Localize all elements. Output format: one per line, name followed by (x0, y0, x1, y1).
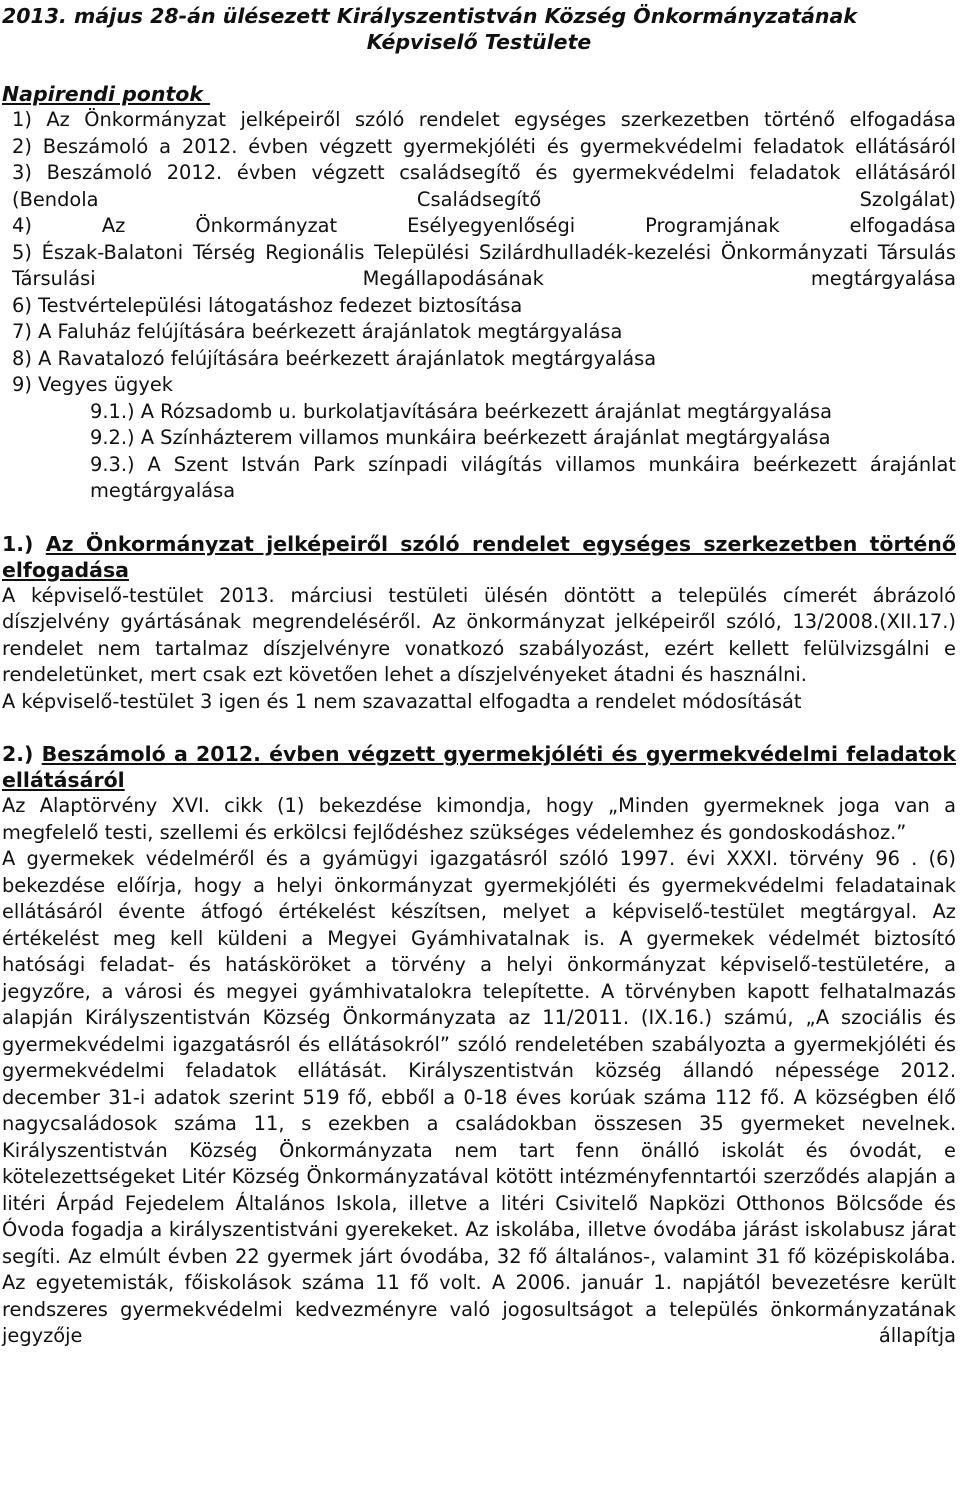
agenda-item (2, 346, 956, 373)
agenda-item-number: 2) (12, 134, 32, 158)
agenda-item (2, 107, 956, 134)
agenda-item (2, 213, 956, 240)
agenda-subitem-number: 9.2.) (90, 426, 135, 449)
agenda-item-text: Testvértelepülési látogatáshoz fedezet biztosítása (38, 293, 523, 317)
agenda-item-number: 9) (12, 373, 32, 396)
agenda-item-text: Beszámoló a 2012. évben végzett gyermekjóléti és gyermekvédelmi feladatok ellátásáról (42, 134, 956, 158)
section-2-number: 2.) (2, 742, 34, 766)
agenda-item (2, 134, 956, 161)
agenda-item-text: Vegyes ügyek (38, 373, 173, 396)
section-1-heading (2, 531, 956, 583)
agenda-subitem-text: A Rózsadomb u. burkolatjavítására beérkezett árajánlat megtárgyalása (140, 399, 833, 423)
agenda-item-number: 4) (12, 214, 32, 237)
agenda-subitem (2, 425, 956, 452)
agenda-item-text: Beszámoló 2012. évben végzett családsegítő és gyermekvédelmi feladatok ellátásáról (Bendola Családsegítő Szolgálat) (12, 161, 956, 211)
agenda-item (2, 240, 956, 293)
agenda-item (2, 319, 956, 346)
section-1-resolution: A képviselő-testület 3 igen és 1 nem szavazattal elfogadta a rendelet módosítását (2, 689, 802, 713)
agenda-item-number: 5) (12, 240, 32, 264)
agenda-item (2, 293, 956, 320)
agenda-item-number: 1) (12, 108, 32, 131)
agenda-item-number: 3) (12, 161, 32, 184)
agenda-subitem (2, 452, 956, 505)
agenda-item-number: 8) (12, 346, 32, 370)
document-page (2, 0, 956, 1350)
agenda-list (2, 107, 956, 505)
document-title (2, 3, 956, 55)
agenda-item (2, 372, 956, 399)
agenda-item-number: 7) (12, 320, 32, 343)
agenda-item-text: Észak-Balatoni Térség Regionális Települési Szilárdhulladék-kezelési Önkormányzati Társulás Társulási Megállapodásának megtárgyalása (12, 240, 956, 290)
title-line-2: Képviselő Testülete (366, 30, 592, 54)
agenda-subitem-number: 9.3.) (90, 452, 135, 476)
agenda-item-text: Az Önkormányzat Esélyegyenlőségi Programjának elfogadása (101, 214, 956, 237)
section-1-number: 1.) (2, 531, 34, 556)
section-2-title: Beszámoló a 2012. évben végzett gyermekjóléti és gyermekvédelmi feladatok ellátásáról (2, 742, 956, 792)
agenda-heading: Napirendi pontok (2, 82, 211, 106)
agenda-item-text: A Faluház felújítására beérkezett árajánlatok megtárgyalása (38, 320, 623, 343)
agenda-subitem-text: A Színházterem villamos munkáira beérkezett árajánlat megtárgyalása (140, 426, 831, 449)
agenda-item-text: Az Önkormányzat jelképeiről szóló rendelet egységes szerkezetben történő elfogadása (46, 108, 956, 131)
agenda-item-text: A Ravatalozó felújítására beérkezett árajánlatok megtárgyalása (38, 346, 657, 370)
section-2-paragraph-2: A gyermekek védelméről és a gyámügyi igazgatásról szóló 1997. évi XXXI. törvény 96 . (6) bekezdése előírja, hogy a helyi önkormányzat gyermekjóléti és gyermekvédelmi feladatainak ellátásáról évente átfogó értékelést készítsen, melyet a képviselő-testület megtárgyal. Az értékelést meg kell küldeni a Megyei Gyámhivatalnak is. A gyermekek védelmét biztosító hatósági feladat- és hatásköröket a törvény a helyi önkormányzat képviselő-testületére, a jegyzőre, a városi és megyei gyámhivatalokra telepítette. A törvényben kapott felhatalmazás alapján Királyszentistván Község Önkormányzata az 11/2011. (IX.16.) számú, „A szociális és gyermekvédelmi igazgatásról és ellátásokról” szóló rendeletében szabályozta a gyermekjóléti és gyermekvédelmi feladatok ellátását. Királyszentistván község állandó népessége 2012. december 31-i adatok szerint 519 fő, ebből a 0-18 éves korúak száma 112 fő. A községben élő nagycsaládosok száma 11, s ezekben a családokban összesen 35 gyermeket nevelnek. Királyszentistván Község Önkormányzata nem tart fenn önálló iskolát és óvodát, e kötelezettségeket Litér Község Önkormányzatával kötött intézményfenntartói szerződés alapján a litéri Árpád Fejedelem Általános Iskola, illetve a litéri Csivitelő Napközi Otthonos Bölcsőde és Óvoda fogadja a királyszentistváni gyerekeket. Az iskolába, illetve óvodába járást iskolabusz járat segíti. Az elmúlt évben 22 gyermek járt óvodába, 32 fő általános-, valamint 31 fő középiskolába. Az egyetemisták, főiskolások száma 11 fő volt. A 2006. január 1. napjától bevezetésre került rendszeres gyermekvédelmi kedvezményre való jogosultságot a település önkormányzatának jegyzője állapítja (2, 847, 956, 1347)
section-1-paragraph: A képviselő-testület 2013. márciusi testületi ülésén döntött a település címerét ábrázoló díszjelvény gyártásának megrendeléséről. Az önkormányzat jelképeiről szóló, 13/2008.(XII.17.) rendelet nem tartalmaz díszjelvényre vonatkozó szabályozást, ezért kellett felülvizsgálni e rendeletünket, mert csak ezt követően lehet a díszjelvényeket átadni és használni. (2, 583, 956, 686)
agenda-item (2, 160, 956, 213)
agenda-subitem-text: A Szent István Park színpadi világítás villamos munkáira beérkezett árajánlat megtárgyalása (90, 452, 956, 502)
section-2-paragraph-1: Az Alaptörvény XVI. cikk (1) bekezdése kimondja, hogy „Minden gyermeknek joga van a megfelelő testi, szellemi és erkölcsi fejlődéshez szükséges védelemhez és gondoskodáshoz.” (2, 794, 956, 844)
agenda-subitem (2, 399, 956, 426)
title-line-1: 2013. május 28-án ülésezett Királyszentistván Község Önkormányzatának (2, 4, 857, 28)
section-2-heading (2, 741, 956, 793)
agenda-subitem-number: 9.1.) (90, 399, 135, 423)
section-1-title: Az Önkormányzat jelképeiről szóló rendelet egységes szerkezetben történő elfogadása (2, 531, 956, 582)
agenda-item-number: 6) (12, 293, 32, 317)
